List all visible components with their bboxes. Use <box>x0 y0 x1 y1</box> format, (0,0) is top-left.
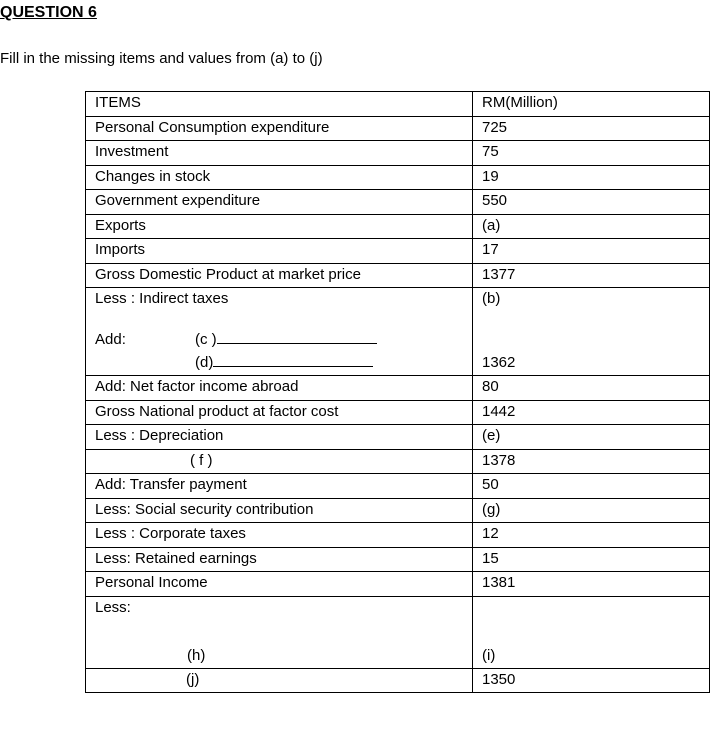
national-income-table <box>85 91 710 693</box>
row-item: Changes in stock <box>86 165 473 190</box>
row-item: Less: Retained earnings <box>86 547 473 572</box>
row-item: Gross National product at factor cost <box>86 400 473 425</box>
instruction-text: Fill in the missing items and values from (a) to (j) <box>0 50 323 67</box>
question-heading: QUESTION 6 <box>0 4 97 21</box>
row-value: 75 <box>473 141 710 166</box>
table-row <box>86 263 710 288</box>
table-row <box>86 498 710 523</box>
table-row <box>86 141 710 166</box>
row-item: Less: Social security contribution <box>86 498 473 523</box>
less-block <box>86 596 710 668</box>
table-row <box>86 214 710 239</box>
less-indirect-taxes-label: Less : Indirect taxes <box>95 290 229 307</box>
row-item: Government expenditure <box>86 190 473 215</box>
indirect-tax-values <box>473 288 710 376</box>
table-row <box>86 547 710 572</box>
row-item: Less : Depreciation <box>86 425 473 450</box>
less-label: Less: <box>95 598 131 616</box>
row-value: 19 <box>473 165 710 190</box>
row-item: Less : Corporate taxes <box>86 523 473 548</box>
row-item: Exports <box>86 214 473 239</box>
table-row <box>86 239 710 264</box>
final-row <box>86 668 710 693</box>
less-block-values <box>473 596 710 668</box>
table-row <box>86 116 710 141</box>
final-row-item: (j) <box>86 668 473 693</box>
blank-c-label: (c ) <box>195 331 217 348</box>
final-row-value: 1350 <box>473 668 710 693</box>
row-item: ( f ) <box>86 449 473 474</box>
row-item: Imports <box>86 239 473 264</box>
add-label: Add: <box>95 331 126 348</box>
row-value: 1378 <box>473 449 710 474</box>
row-item: Investment <box>86 141 473 166</box>
table-row <box>86 523 710 548</box>
row-value: 80 <box>473 376 710 401</box>
row-value: 12 <box>473 523 710 548</box>
blank-c-line <box>217 329 377 344</box>
blank-d-label: (d) <box>195 354 214 371</box>
table-header-row <box>86 92 710 117</box>
row-value: 50 <box>473 474 710 499</box>
row-value: 550 <box>473 190 710 215</box>
row-value: (a) <box>473 214 710 239</box>
blank-i-value: (i) <box>482 646 496 664</box>
indirect-tax-items <box>86 288 473 376</box>
blank-h-label: (h) <box>187 646 206 664</box>
row-value: 1381 <box>473 572 710 597</box>
row-item: Add: Net factor income abroad <box>86 376 473 401</box>
table-row <box>86 400 710 425</box>
table-row <box>86 165 710 190</box>
indirect-tax-block <box>86 288 710 376</box>
row-item: Gross Domestic Product at market price <box>86 263 473 288</box>
row-item: Personal Consumption expenditure <box>86 116 473 141</box>
row-value: 1377 <box>473 263 710 288</box>
table-row <box>86 190 710 215</box>
row-value: 17 <box>473 239 710 264</box>
table-row <box>86 376 710 401</box>
row-value: 15 <box>473 547 710 572</box>
header-value: RM(Million) <box>473 92 710 117</box>
add-line-d <box>95 352 472 375</box>
row-item: Add: Transfer payment <box>86 474 473 499</box>
row-value: (g) <box>473 498 710 523</box>
add-line-c <box>95 329 472 352</box>
row-value: 725 <box>473 116 710 141</box>
table-row <box>86 425 710 450</box>
row-item: Personal Income <box>86 572 473 597</box>
blank-d-line <box>213 352 373 367</box>
less-block-items <box>86 596 473 668</box>
row-value: 1442 <box>473 400 710 425</box>
table-row <box>86 449 710 474</box>
block-total-value: 1362 <box>482 354 516 371</box>
table-row <box>86 572 710 597</box>
header-items: ITEMS <box>86 92 473 117</box>
indirect-tax-value: (b) <box>482 290 501 307</box>
row-value: (e) <box>473 425 710 450</box>
table-row <box>86 474 710 499</box>
